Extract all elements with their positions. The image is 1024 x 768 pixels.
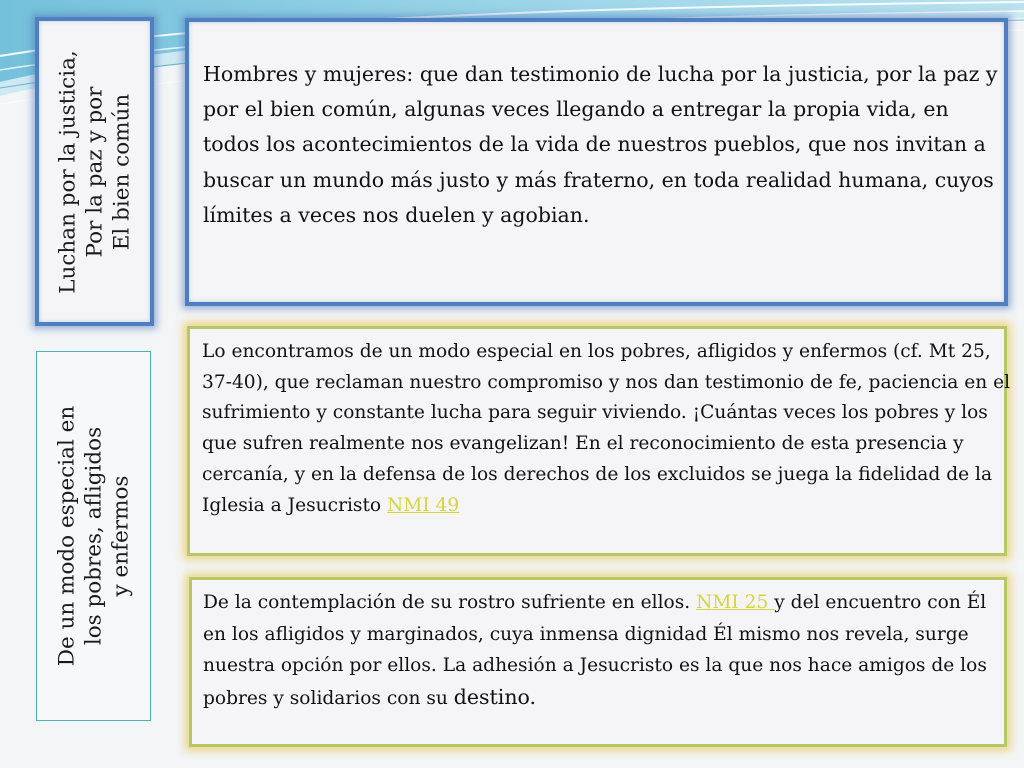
label-justicia-line-3: El bien común bbox=[109, 93, 134, 250]
text-box-testimonio bbox=[185, 18, 1008, 306]
label-pobres-line-2: los pobres, afligidos bbox=[81, 426, 106, 646]
paragraph-contemplacion-text-2: y del encuentro con Él en los afligidos y marginados, cuya inmensa dignidad Él mismo nos revela, surge nuestra opción por ellos. La adhesión a Jesucristo es la que nos hace amigos de los pobres y solidarios con su bbox=[203, 592, 987, 709]
paragraph-contemplacion-text-1: De la contemplación de su rostro sufriente en ellos. bbox=[203, 592, 697, 613]
label-box-justicia bbox=[35, 17, 154, 326]
label-justicia bbox=[54, 50, 135, 294]
paragraph-testimonio: Hombres y mujeres: que dan testimonio de lucha por la justicia, por la paz y por el bien común, algunas veces llegando a entregar la propia vida, en todos los acontecimientos de la vida de nuestros pueblos, que nos invitan a buscar un mundo más justo y más fraterno, en toda realidad humana, cuyos límites a veces nos duelen y agobian. bbox=[203, 62, 998, 227]
label-pobres-line-1: De un modo especial en bbox=[54, 405, 79, 667]
nmi-49-link[interactable]: NMI 49 bbox=[387, 494, 460, 516]
paragraph-contemplacion-text-end: destino. bbox=[453, 684, 537, 709]
paragraph-pobres-text: Lo encontramos de un modo especial en los pobres, afligidos y enfermos (cf. Mt 25, 37-40), que reclaman nuestro compromiso y nos dan testimonio de fe, paciencia en el sufrimiento y constante lucha para seguir viviendo. ¡Cuántas veces los pobres y los que sufren realmente nos evangelizan! En el reconocimiento de esta presencia y cercanía, y en la defensa de los derechos de los excluidos se juega la fidelidad de la Iglesia a Jesucristo bbox=[202, 341, 1011, 516]
label-justicia-line-1: Luchan por la justicia, bbox=[55, 49, 80, 294]
nmi-25-link[interactable]: NMI 25 bbox=[696, 592, 775, 613]
text-box-contemplacion bbox=[189, 577, 1007, 747]
label-pobres bbox=[53, 406, 134, 666]
paragraph-contemplacion bbox=[203, 587, 1013, 714]
paragraph-pobres bbox=[202, 337, 1012, 521]
text-box-pobres bbox=[187, 326, 1011, 556]
label-justicia-line-2: Por la paz y por bbox=[82, 86, 107, 257]
label-box-pobres bbox=[36, 351, 151, 721]
label-pobres-line-3: y enfermos bbox=[108, 475, 133, 597]
